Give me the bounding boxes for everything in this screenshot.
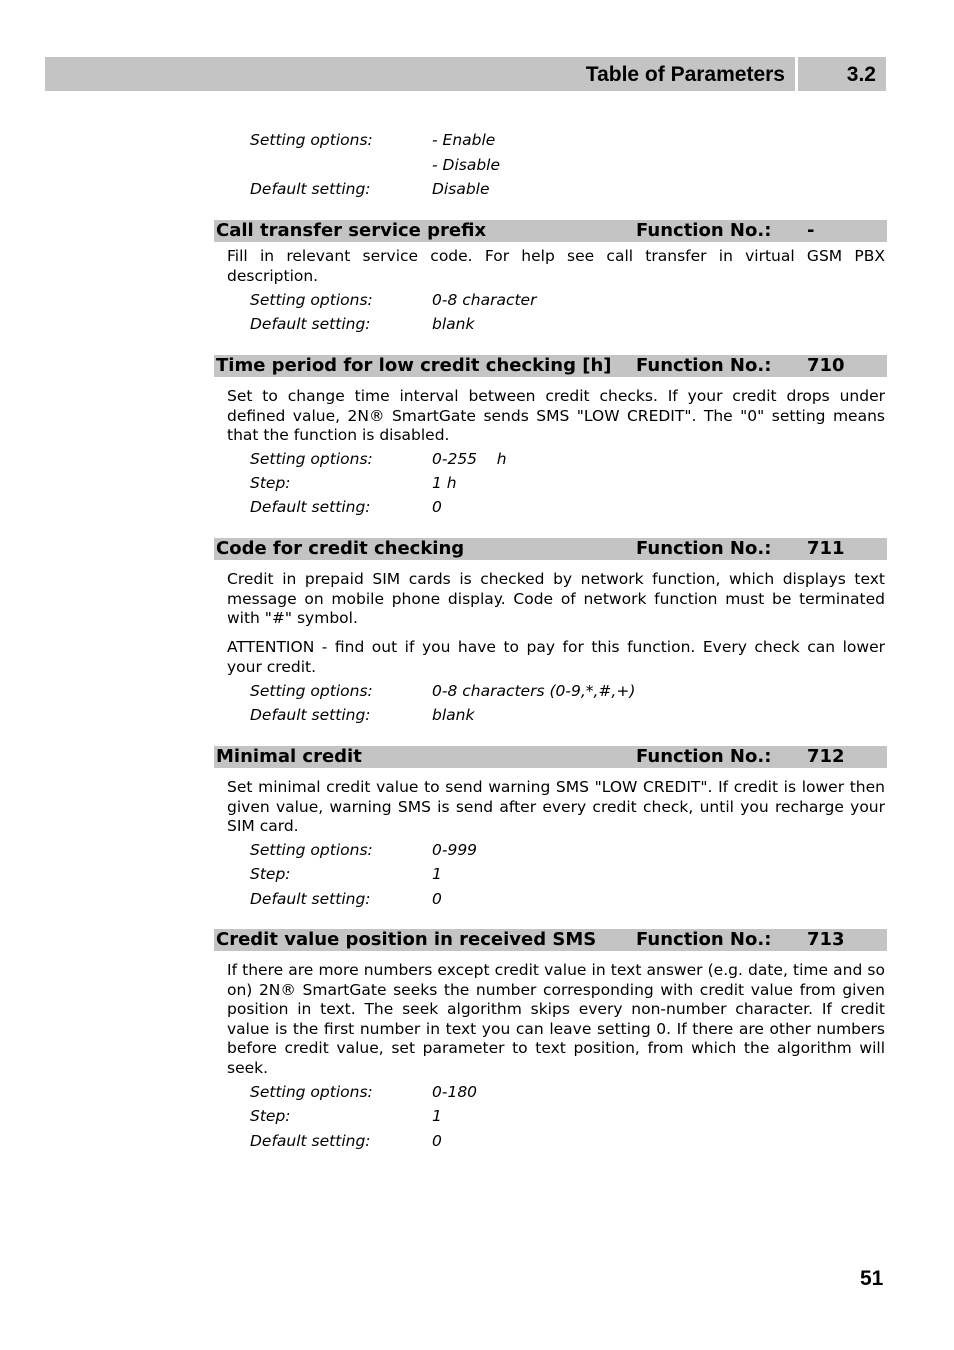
- option-label: Setting options:: [250, 841, 373, 859]
- section-paragraph: If there are more numbers except credit value in text answer (e.g. date, time and so on) 2N® SmartGate seeks the number corresponding with credit value from given position in text. The seek algorithm skips every non-number character. If credit value is the first number in text you can leave setting 0. If there are other numbers before credit value, set parameter to text position, from which the algorithm will seek.: [227, 961, 885, 1077]
- option-value: - Enable: [432, 131, 496, 149]
- section-header-call-transfer: [214, 220, 887, 242]
- section-title: Code for credit checking: [216, 538, 465, 559]
- option-label: Setting options:: [250, 131, 373, 149]
- option-label: Default setting:: [250, 706, 371, 724]
- option-value: 0-999: [432, 841, 478, 859]
- option-label: Setting options:: [250, 450, 373, 468]
- section-header-minimal-credit: [214, 746, 887, 768]
- function-number: 713: [807, 929, 845, 950]
- option-label: Step:: [250, 865, 291, 883]
- option-label: Setting options:: [250, 682, 373, 700]
- page-number: 51: [860, 1267, 884, 1290]
- page-title: Table of Parameters: [585, 63, 785, 86]
- option-value: 0-8 characters (0-9,*,#,+): [432, 682, 636, 700]
- function-number: 711: [807, 538, 845, 559]
- section-number: 3.2: [846, 63, 876, 86]
- section-paragraph: ATTENTION - find out if you have to pay for this function. Every check can lower your credit.: [227, 638, 885, 676]
- option-value: blank: [432, 315, 475, 333]
- option-label: Step:: [250, 474, 291, 492]
- option-value: - Disable: [432, 156, 501, 174]
- function-label: Function No.:: [636, 355, 772, 376]
- option-label: Default setting:: [250, 498, 371, 516]
- function-label: Function No.:: [636, 929, 772, 950]
- option-value: Disable: [432, 180, 490, 198]
- option-label: Default setting:: [250, 1132, 371, 1150]
- section-title: Call transfer service prefix: [216, 220, 487, 241]
- section-header-code-credit: [214, 538, 887, 560]
- section-paragraph: Credit in prepaid SIM cards is checked by network function, which displays text message on mobile phone display. Code of network function must be terminated with "#" symbol.: [227, 570, 885, 628]
- option-value: 1: [432, 1107, 442, 1125]
- option-value: 0-180: [432, 1083, 478, 1101]
- option-label: Default setting:: [250, 890, 371, 908]
- section-title: Minimal credit: [216, 746, 362, 767]
- option-value: 0: [432, 498, 442, 516]
- function-number: 712: [807, 746, 845, 767]
- header-bar: [45, 57, 795, 91]
- option-value: 0: [432, 890, 442, 908]
- option-label: Setting options:: [250, 1083, 373, 1101]
- section-header-time-period: [214, 355, 887, 377]
- option-label: Step:: [250, 1107, 291, 1125]
- section-number-box: [798, 57, 886, 91]
- option-value: 0-255 h: [432, 450, 507, 468]
- option-value: 0: [432, 1132, 442, 1150]
- option-label: Default setting:: [250, 315, 371, 333]
- option-value: 1: [432, 865, 442, 883]
- section-header-credit-position: [214, 929, 887, 951]
- option-label: Setting options:: [250, 291, 373, 309]
- option-value: blank: [432, 706, 475, 724]
- section-paragraph: Fill in relevant service code. For help see call transfer in virtual GSM PBX description.: [227, 247, 885, 285]
- function-number: -: [807, 220, 815, 241]
- function-label: Function No.:: [636, 746, 772, 767]
- section-paragraph: Set minimal credit value to send warning SMS "LOW CREDIT". If credit is lower then given value, warning SMS is send after every credit check, until you recharge your SIM card.: [227, 778, 885, 836]
- section-paragraph: Set to change time interval between credit checks. If your credit drops under defined value, 2N® SmartGate sends SMS "LOW CREDIT". The "0" setting means that the function is disabled.: [227, 387, 885, 445]
- section-title: Credit value position in received SMS: [216, 929, 597, 950]
- function-label: Function No.:: [636, 538, 772, 559]
- option-label: Default setting:: [250, 180, 371, 198]
- section-title: Time period for low credit checking [h]: [216, 355, 612, 376]
- function-number: 710: [807, 355, 845, 376]
- option-value: 1 h: [432, 474, 457, 492]
- function-label: Function No.:: [636, 220, 772, 241]
- option-value: 0-8 character: [432, 291, 537, 309]
